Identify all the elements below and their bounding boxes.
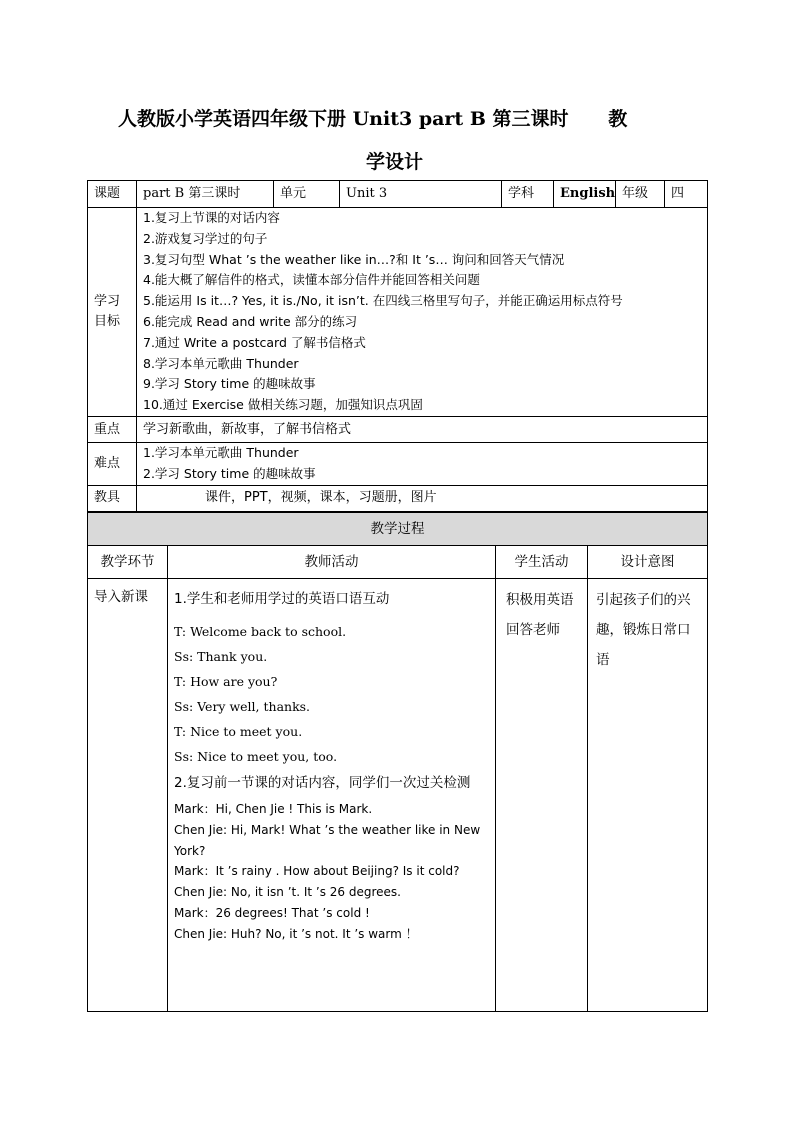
goal-item: 2.游戏复习学过的句子 (143, 230, 268, 246)
student-activity-cell: 积极用英语回答老师 (496, 579, 588, 1012)
goal-item: 10.通过 Exercise 做相关练习题，加强知识点巩固 (143, 397, 423, 413)
info-table (87, 180, 708, 512)
goal-item: 7.通过 Write a postcard 了解书信格式 (143, 334, 366, 350)
stage-cell: 导入新课 (88, 579, 168, 1012)
difficult-item: 1.学习本单元歌曲 Thunder (143, 445, 299, 460)
step-1: 1.学生和老师用学过的英语口语互动 (174, 591, 390, 607)
goal-item: 4.能大概了解信件的格式，读懂本部分信件并能回答相关问题 (143, 272, 480, 288)
tools-value: 课件，PPT，视频，课本，习题册，图片 (137, 485, 708, 511)
col-student-header: 学生活动 (496, 546, 588, 579)
dialog-line: Mark：Hi, Chen Jie ! This is Mark. (174, 802, 373, 816)
goal-item: 1.复习上节课的对话内容 (143, 210, 280, 226)
goals-list (137, 208, 708, 417)
difficult-list (137, 443, 708, 486)
process-table (87, 512, 708, 1012)
difficult-item: 2.学习 Story time 的趣味故事 (143, 465, 316, 481)
difficult-label: 难点 (88, 443, 137, 486)
col-stage-header: 教学环节 (88, 546, 168, 579)
goal-item: 8.学习本单元歌曲 Thunder (143, 355, 299, 371)
dialog-line: Chen Jie: Huh? No, it ’s not. It ’s warm ！ (174, 926, 418, 941)
key-points-value: 学习新歌曲，新故事，了解书信格式 (137, 417, 708, 443)
unit-value: Unit 3 (340, 181, 502, 208)
tools-label: 教具 (88, 485, 137, 511)
intent-cell: 引起孩子们的兴趣，锻炼日常口语 (588, 579, 708, 1012)
goal-item: 5.能运用 Is it…? Yes, it is./No, it isn’t. 在四线三格里写句子，并能正确运用标点符号 (143, 293, 623, 309)
dialog-line: Chen Jie: Hi, Mark! What ’s the weather like in New York? (174, 822, 481, 858)
teacher-activity-cell (168, 579, 496, 1012)
title-line-1: 人教版小学英语四年级下册 Unit3 part B 第三课时 教 (118, 108, 628, 130)
goals-label-line-2: 目标 (94, 314, 121, 329)
dialog-line: Chen Jie: No, it isn ’t. It ’s 26 degrees. (174, 885, 401, 900)
keti-value: part B 第三课时 (137, 181, 274, 208)
goal-item: 3.复习句型 What ’s the weather like in…?和 It ’s… 询问和回答天气情况 (143, 251, 565, 267)
col-teacher-header: 教师活动 (168, 546, 496, 579)
grade-value: 四 (665, 181, 708, 208)
goal-item: 9.学习 Story time 的趣味故事 (143, 376, 316, 392)
dialog-line: Ss: Nice to meet you, too. (174, 749, 338, 764)
dialog-line: T: How are you? (174, 674, 278, 689)
step-2: 2.复习前一节课的对话内容，同学们一次过关检测 (174, 775, 471, 791)
dialog-line: Ss: Thank you. (174, 649, 268, 664)
dialog-line: Mark：It ’s rainy . How about Beijing? Is it cold? (174, 864, 460, 879)
subject-label: 学科 (502, 181, 554, 208)
keti-label: 课题 (88, 181, 137, 208)
dialog-line: T: Nice to meet you. (174, 724, 303, 739)
title-line-2: 学设计 (366, 151, 424, 173)
goal-item: 6.能完成 Read and write 部分的练习 (143, 314, 358, 329)
goals-label (88, 208, 137, 417)
dialog-line: Mark：26 degrees! That ’s cold ! (174, 905, 370, 920)
grade-label: 年级 (616, 181, 665, 208)
dialog-line: T: Welcome back to school. (174, 624, 347, 639)
col-intent-header: 设计意图 (588, 546, 708, 579)
unit-label: 单元 (274, 181, 340, 208)
dialog-line: Ss: Very well, thanks. (174, 699, 311, 714)
goals-label-line-1: 学习 (94, 294, 121, 309)
key-points-label: 重点 (88, 417, 137, 443)
subject-value: English (554, 181, 616, 208)
process-header: 教学过程 (88, 513, 708, 546)
